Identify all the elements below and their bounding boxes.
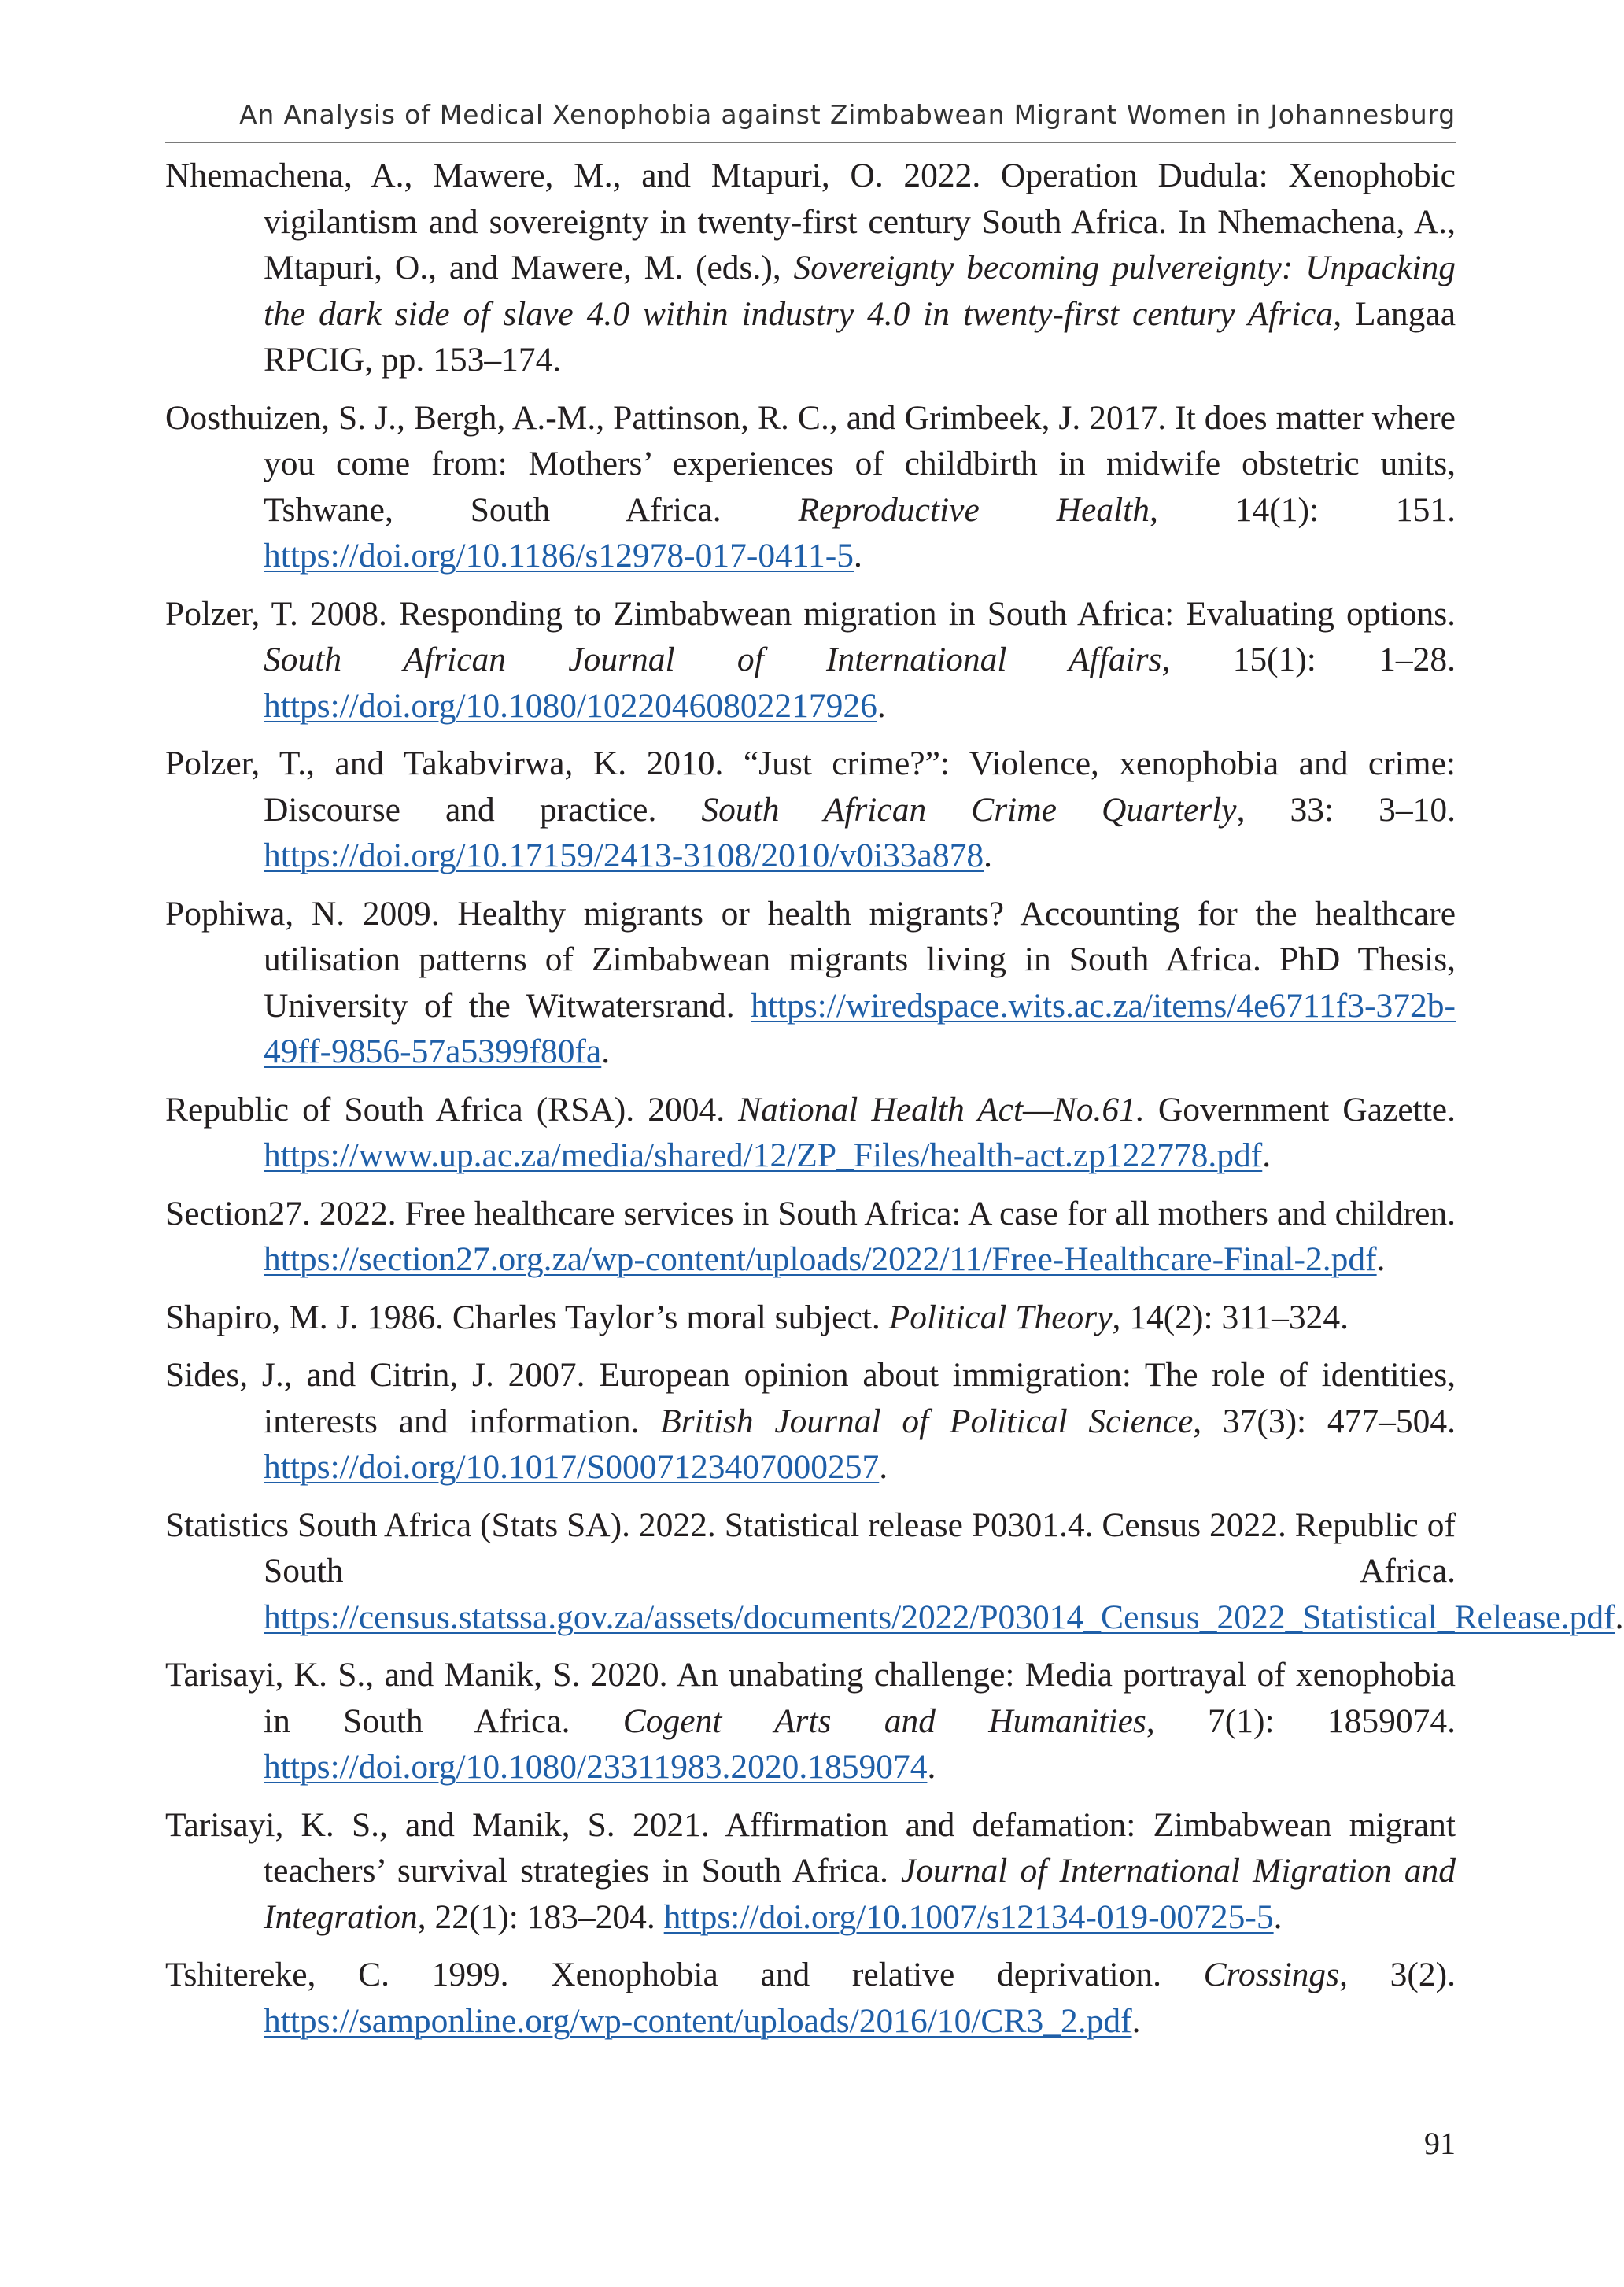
reference-link[interactable]: https://www.up.ac.za/media/shared/12/ZP_Files/health-act.zp122778.pdf bbox=[264, 1136, 1263, 1174]
reference-details: , 14(2): 311–324. bbox=[1112, 1298, 1349, 1336]
reference-title: Political Theory bbox=[888, 1298, 1113, 1336]
running-header bbox=[165, 94, 1456, 143]
reference-end: . bbox=[879, 1448, 888, 1486]
reference-entry bbox=[165, 1652, 1456, 1790]
reference-entry bbox=[165, 1952, 1456, 2044]
reference-link[interactable]: https://doi.org/10.1080/23311983.2020.1859074 bbox=[264, 1748, 928, 1786]
reference-entry bbox=[165, 1502, 1624, 1641]
reference-entry bbox=[165, 741, 1456, 879]
reference-text: Tarisayi, K. S., and Manik, S. 2021. Affirmation and defamation: Zimbabwean migrant teachers’ survival strategies in South Africa. bbox=[165, 1805, 1456, 1890]
reference-title: National Health Act—No.61. bbox=[738, 1090, 1145, 1129]
reference-end: . bbox=[601, 1033, 611, 1070]
reference-end: . bbox=[1615, 1598, 1624, 1636]
reference-text: Republic of South Africa (RSA). 2004. bbox=[165, 1090, 739, 1129]
reference-link[interactable]: https://doi.org/10.1080/10220460802217926 bbox=[264, 686, 877, 725]
reference-end: . bbox=[1273, 1897, 1283, 1936]
reference-title: Cogent Arts and Humanities bbox=[622, 1701, 1146, 1740]
page-number: 91 bbox=[1424, 2126, 1456, 2161]
reference-title: Journal of International Migration and Integration bbox=[264, 1852, 1456, 1936]
reference-text: Oosthuizen, S. J., Bergh, A.-M., Pattinson, R. C., and Grimbeek, J. 2017. It does matter where you come from: Mothers’ experiences of childbirth in midwife obstetric units, Tshwane, South Africa. bbox=[165, 398, 1456, 529]
reference-link[interactable]: https://doi.org/10.1186/s12978-017-0411-5 bbox=[264, 537, 854, 575]
reference-entry bbox=[165, 1191, 1456, 1283]
reference-end: . bbox=[1376, 1240, 1386, 1278]
reference-text: Shapiro, M. J. 1986. Charles Taylor’s moral subject. bbox=[165, 1298, 889, 1336]
reference-text: Pophiwa, N. 2009. Healthy migrants or health migrants? Accounting for the healthcare utilisation patterns of Zimbabwean migrants living in South Africa. PhD Thesis, University of the Witwatersrand. bbox=[165, 894, 1456, 1025]
reference-details: Government Gazette. bbox=[1144, 1090, 1456, 1129]
reference-list bbox=[165, 153, 1624, 2056]
reference-title: Sovereignty becoming pulvereignty: Unpacking the dark side of slave 4.0 within industry 4.0 in twenty-first century Africa bbox=[264, 249, 1456, 333]
reference-title: South African Crime Quarterly bbox=[701, 790, 1237, 829]
reference-text: Sides, J., and Citrin, J. 2007. European opinion about immigration: The role of identities, interests and information. bbox=[165, 1356, 1456, 1440]
reference-end: . bbox=[1262, 1136, 1272, 1174]
reference-details: , 37(3): 477–504. bbox=[1193, 1402, 1456, 1440]
reference-end: . bbox=[877, 686, 886, 725]
reference-link[interactable]: https://doi.org/10.17159/2413-3108/2010/v0i33a878 bbox=[264, 837, 984, 874]
reference-title: South African Journal of International Affairs bbox=[264, 641, 1162, 678]
reference-details: , 33: 3–10. bbox=[1236, 790, 1456, 829]
reference-entry bbox=[165, 891, 1456, 1075]
reference-link[interactable]: https://doi.org/10.1017/S0007123407000257 bbox=[264, 1448, 880, 1486]
reference-entry bbox=[165, 1802, 1456, 1941]
reference-entry bbox=[165, 153, 1456, 383]
reference-entry bbox=[165, 1295, 1456, 1341]
reference-entry bbox=[165, 1087, 1456, 1179]
reference-text: Tshitereke, C. 1999. Xenophobia and relative deprivation. bbox=[165, 1956, 1204, 1993]
reference-end: . bbox=[927, 1748, 936, 1786]
reference-end: . bbox=[984, 837, 992, 874]
reference-details: , 22(1): 183–204. bbox=[417, 1897, 664, 1936]
header-title: An Analysis of Medical Xenophobia against Zimbabwean Migrant Women in Johannesburg bbox=[239, 99, 1456, 130]
reference-text: Section27. 2022. Free healthcare services in South Africa: A case for all mothers and children. bbox=[165, 1194, 1456, 1232]
reference-details: , 3(2). bbox=[1339, 1956, 1456, 1993]
reference-text: Statistics South Africa (Stats SA). 2022. Statistical release P0301.4. Census 2022. Republic of South Africa. bbox=[165, 1506, 1456, 1590]
reference-text: Tarisayi, K. S., and Manik, S. 2020. An unabating challenge: Media portrayal of xenophobia in South Africa. bbox=[165, 1656, 1456, 1740]
reference-details: , Langaa RPCIG, pp. 153–174. bbox=[264, 294, 1456, 379]
reference-link[interactable]: https://census.statssa.gov.za/assets/documents/2022/P03014_Census_2022_Statistical_Release.pdf bbox=[264, 1598, 1615, 1636]
reference-text: Polzer, T., and Takabvirwa, K. 2010. “Just crime?”: Violence, xenophobia and crime: Discourse and practice. bbox=[165, 744, 1456, 829]
reference-link[interactable]: https://wiredspace.wits.ac.za/items/4e6711f3-372b-49ff-9856-57a5399f80fa bbox=[264, 986, 1456, 1070]
reference-entry bbox=[165, 1352, 1456, 1491]
reference-entry bbox=[165, 395, 1456, 579]
reference-link[interactable]: https://section27.org.za/wp-content/uploads/2022/11/Free-Healthcare-Final-2.pdf bbox=[264, 1240, 1377, 1278]
reference-details: , 7(1): 1859074. bbox=[1146, 1701, 1456, 1740]
reference-end: . bbox=[1131, 2001, 1141, 2040]
reference-text: Nhemachena, A., Mawere, M., and Mtapuri, O. 2022. Operation Dudula: Xenophobic vigilantism and sovereignty in twenty-first century South Africa. In Nhemachena, A., Mtapuri, O., and Mawere, M. (eds.), bbox=[165, 157, 1456, 286]
reference-title: Crossings bbox=[1203, 1956, 1340, 1993]
reference-title: British Journal of Political Science bbox=[660, 1402, 1194, 1440]
reference-text: Polzer, T. 2008. Responding to Zimbabwean migration in South Africa: Evaluating options. bbox=[165, 594, 1456, 633]
reference-title: Reproductive Health bbox=[798, 490, 1150, 529]
reference-entry bbox=[165, 591, 1456, 730]
reference-end: . bbox=[853, 537, 862, 575]
reference-details: , 15(1): 1–28. bbox=[1161, 641, 1456, 678]
reference-link[interactable]: https://samponline.org/wp-content/uploads/2016/10/CR3_2.pdf bbox=[264, 2001, 1132, 2040]
reference-details: , 14(1): 151. bbox=[1150, 490, 1456, 529]
reference-link[interactable]: https://doi.org/10.1007/s12134-019-00725-5 bbox=[663, 1897, 1274, 1936]
